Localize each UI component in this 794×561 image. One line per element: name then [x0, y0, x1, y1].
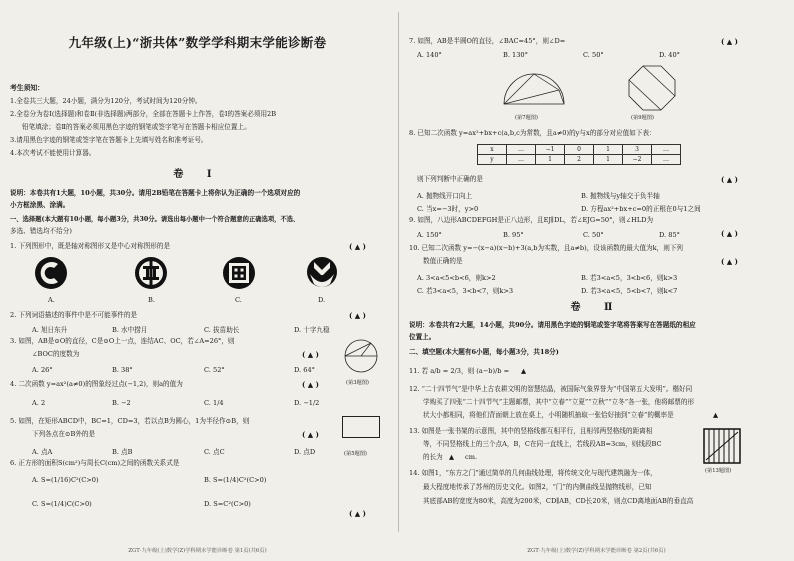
q4-option-b: B. −2 — [112, 399, 131, 407]
answer-mark-q6: ( ▲ ) — [349, 509, 366, 518]
right-page — [403, 0, 790, 561]
q3-option-d: D. 64° — [294, 366, 315, 374]
question-4: 4. 二次函数 y=ax²(a≠0)的图象经过点(−1,2)，则a的值为 — [10, 380, 183, 388]
left-page — [4, 0, 391, 561]
juan-1-heading: 卷 Ⅰ — [173, 169, 222, 180]
answer-mark-q3: ( ▲ ) — [302, 350, 319, 359]
note-2-cont: 铅笔填涂；卷Ⅱ的答案必须用黑色字迹的钢笔或签字笔写在答题卡相应位置上。 — [22, 123, 251, 131]
octagon-figure-q9 — [625, 62, 679, 114]
question-13-cont-2: 的长为 — [423, 453, 443, 461]
q2-option-c: C. 拔苗助长 — [204, 326, 240, 334]
left-footer: ZGT·九年级(上)数学(Z)学科期末学能诊断卷 第1页(共6页) — [128, 548, 267, 554]
q10-option-d: D. 若3<a<5，5<b<7，则k<7 — [581, 287, 678, 295]
table-cell: 3 — [623, 145, 652, 155]
q8-option-c: C. 当x=−3时，y>0 — [417, 205, 479, 213]
question-7: 7. 如图，AB是半圆O的直径，∠BAC=45°，则∠D= — [409, 37, 566, 45]
table-cell: y — [478, 155, 507, 165]
q1-option-d: D. — [318, 296, 326, 304]
q4-option-d: D. −1/2 — [294, 399, 320, 407]
table-cell: … — [652, 155, 681, 165]
q8-option-d: D. 方程ax²+bx+c=0的正根在0与1之间 — [581, 205, 701, 213]
question-12-cont-2: 状大小都相同，将他们背面朝上放在桌上，小明随机抽取一张恰好抽到“立春”的概率是 — [423, 411, 674, 419]
answer-mark-q5: ( ▲ ) — [302, 430, 319, 439]
question-5: 5. 如图，在矩形ABCD中，BC=1，CD=3，若以点B为圆心，1为半径作⊙B，则 — [10, 417, 250, 425]
q7-option-a: A. 140° — [417, 51, 442, 59]
q2-option-b: B. 水中捞月 — [112, 326, 148, 334]
q8-option-b: B. 抛物线与y轴交于负半轴 — [581, 192, 660, 200]
question-2: 2. 下列词语描述的事件中是不可能事件的是 — [10, 311, 138, 319]
answer-mark-q8: ( ▲ ) — [721, 175, 738, 184]
question-14-cont-1: 最大程度地传承了苏州的历史文化。如图2，“门”的内侧曲线呈抛物线形，已知 — [423, 483, 652, 491]
answer-mark-q9: ( ▲ ) — [721, 229, 738, 238]
q10-option-a: A. 3<a<5<b<6，则k>2 — [417, 274, 496, 282]
juan-2-heading: 卷 Ⅱ — [570, 302, 623, 313]
question-14-cont-2: 其底部AB的宽度为80米，高度为200米，CD∥AB，CD长20米，则点CD离地面AB的垂直高 — [423, 497, 694, 505]
q9-option-d: D. 85° — [659, 231, 680, 239]
figure-3-caption: (第3题图) — [346, 380, 369, 386]
table-cell: … — [652, 145, 681, 155]
table-cell: −1 — [536, 145, 565, 155]
q9-option-c: C. 50° — [583, 231, 604, 239]
q4-option-a: A. 2 — [32, 399, 46, 407]
q6-option-b: B. S=(1/4)C²(C>0) — [204, 476, 267, 484]
table-cell: 2 — [565, 155, 594, 165]
table-cell: … — [507, 145, 536, 155]
table-cell: −2 — [623, 155, 652, 165]
circle-figure-q3 — [338, 337, 384, 377]
table-cell: x — [478, 145, 507, 155]
q9-option-b: B. 95° — [503, 231, 524, 239]
page-divider — [398, 12, 399, 532]
question-10-cont: 数值正确的是 — [423, 257, 463, 265]
question-10: 10. 已知二次函数 y=−(x−a)(x−b)+3(a,b为实数，且a≠b)，设该函数的最大值为k，则下列 — [409, 244, 684, 252]
q5-option-d: D. 点D — [294, 448, 316, 456]
q10-option-b: B. 若3<a<5，3<b<6，则k>3 — [581, 274, 678, 282]
note-4: 4.本次考试不能使用计算器。 — [10, 149, 96, 157]
figure-9-caption: (第9题图) — [631, 115, 654, 121]
note-2: 2.全卷分为卷Ⅰ(选择题)和卷Ⅱ(非选择题)两部分，全部在答题卡上作答，卷Ⅰ的答案必须用2B — [10, 110, 277, 118]
q8-option-a: A. 抛物线开口向上 — [417, 192, 473, 200]
bookshelf-figure-q13 — [703, 428, 741, 464]
q4-option-c: C. 1/4 — [204, 399, 224, 407]
blank-q12: ▲ — [713, 411, 719, 419]
note-1: 1.全卷共三大题，24小题，满分为120分，考试时间为120分钟。 — [10, 97, 202, 105]
section-1-heading: 一、选择题(本大题有10小题，每小题3分，共30分。请选出每小题中一个符合题意的正确选项，不选、 — [10, 216, 300, 223]
semicircle-figure-q7 — [499, 66, 569, 112]
q6-option-d: D. S=C²(C>0) — [204, 500, 251, 508]
rectangle-figure-q5 — [342, 416, 380, 438]
notes-title: 考生须知： — [10, 84, 44, 92]
q3-option-c: C. 52° — [204, 366, 225, 374]
q10-option-c: C. 若3<a<5，3<b<7，则k>3 — [417, 287, 514, 295]
q1-option-c: C. — [235, 296, 242, 304]
blank-q11: ▲ — [521, 367, 527, 375]
q5-option-c: C. 点C — [204, 448, 225, 456]
section-1-heading-cont: 多选、错选均不给分) — [10, 227, 72, 235]
q1-option-b: B. — [148, 296, 155, 304]
answer-mark-q7: ( ▲ ) — [721, 37, 738, 46]
q7-option-b: B. 130° — [503, 51, 528, 59]
answer-mark-q4: ( ▲ ) — [302, 380, 319, 389]
blank-q13: ▲ — [449, 453, 455, 461]
table-cell: 1 — [594, 155, 623, 165]
q5-option-b: B. 点B — [112, 448, 133, 456]
figure-13-caption: (第13题图) — [705, 468, 732, 474]
answer-mark-q10: ( ▲ ) — [721, 257, 738, 266]
question-8-ask: 则下列判断中正确的是 — [417, 175, 483, 183]
answer-mark-q1: ( ▲ ) — [349, 242, 366, 251]
question-13: 13. 如图是一张书架的示意图，其中的竖格线都互相平行，且相邻两竖格线的距离相 — [409, 427, 653, 435]
question-12: 12. “二十四节气”是中华上古农耕文明的智慧结晶，被国际气象界誉为“中国第五大发明”。楷好同 — [409, 385, 693, 393]
question-3-cont: ∠BOC的度数为 — [32, 350, 80, 358]
question-12-cont-1: 学购买了四张“二十四节气”主题邮票，其中“立春”“立夏”“立秋”“立冬”各一张，他将邮票的形 — [423, 398, 695, 406]
q7-option-c: C. 50° — [583, 51, 604, 59]
answer-mark-q2: ( ▲ ) — [349, 311, 366, 320]
q2-option-a: A. 旭日东升 — [32, 326, 68, 334]
q3-option-a: A. 26° — [32, 366, 53, 374]
question-13-cont-1: 等，不同竖格线上的三个点A，B，C在同一直线上，若线段AB=3cm，则线段BC — [423, 440, 662, 448]
table-cell: … — [507, 155, 536, 165]
table-cell: 1 — [536, 155, 565, 165]
question-8: 8. 已知二次函数 y=ax²+bx+c(a,b,c为常数，且a≠0)的y与x的部分对应值如下表： — [409, 129, 656, 137]
bank-logo-c-icon — [222, 256, 256, 290]
q8-table-row-y — [478, 155, 681, 165]
q9-option-a: A. 150° — [417, 231, 442, 239]
question-3: 3. 如图，AB是⊙O的直径，C是⊙O上一点，连结AC、OC，若∠A=26°，则 — [10, 337, 235, 345]
juan-2-note: 说明：本卷共有2大题，14小题，共90分。请用黑色字迹的钢笔或签字笔将答案写在答题纸的相应 — [409, 321, 696, 329]
q1-option-a: A. — [48, 296, 55, 304]
section-2-heading: 二、填空题(本大题有6小题，每小题3分，共18分) — [409, 348, 559, 356]
question-14: 14. 如图1，“东方之门”通过简单的几何曲线处理，将传统文化与现代建筑融为一体， — [409, 469, 657, 477]
juan-2-note-cont: 位置上。 — [409, 333, 436, 341]
question-6: 6. 正方形的面积S(cm²)与周长C(cm)之间的函数关系式是 — [10, 459, 180, 467]
bank-logo-d-icon — [304, 256, 340, 290]
q8-value-table — [477, 144, 681, 165]
figure-5-caption: (第5题图) — [344, 451, 367, 457]
juan-1-note: 说明：本卷共有1大题，10小题，共30分。请用2B铅笔在答题卡上将你认为正确的一个选项对应的 — [10, 189, 301, 197]
table-cell: 1 — [594, 145, 623, 155]
exam-title: 九年级(上)“浙共体”数学学科期末学能诊断卷 — [68, 35, 327, 50]
q6-option-a: A. S=(1/16)C²(C>0) — [32, 476, 99, 484]
q2-option-d: D. 十字九稳 — [294, 326, 330, 334]
right-footer: ZGT·九年级(上)数学(Z)学科期末学能诊断卷 第2页(共6页) — [527, 548, 666, 554]
bank-logo-a-icon — [34, 256, 68, 290]
question-9: 9. 如图，八边形ABCDEFGH是正八边形，且EJ∥DL，若∠EJG=50°，则∠HLD为 — [409, 216, 654, 224]
juan-1-note-cont: 小方框涂黑、涂满。 — [10, 201, 70, 209]
question-5-cont: 下列各点在⊙B外的是 — [32, 430, 96, 438]
q8-table-row-x — [478, 145, 681, 155]
bank-logo-b-icon — [134, 256, 168, 290]
q7-option-d: D. 40° — [659, 51, 680, 59]
question-1: 1. 下列图形中，既是轴对称图形又是中心对称图形的是 — [10, 242, 171, 250]
note-3: 3.请用黑色字迹的钢笔或签字笔在答题卡上先填写姓名和准考证号。 — [10, 136, 208, 144]
q5-option-a: A. 点A — [32, 448, 53, 456]
q6-option-c: C. S=(1/4)C(C>0) — [32, 500, 92, 508]
question-11: 11. 若 a/b = 2/3，则 (a−b)/b = — [409, 367, 510, 375]
question-13-unit: cm. — [465, 453, 478, 461]
q3-option-b: B. 38° — [112, 366, 133, 374]
figure-7-caption: (第7题图) — [515, 115, 538, 121]
table-cell: 0 — [565, 145, 594, 155]
